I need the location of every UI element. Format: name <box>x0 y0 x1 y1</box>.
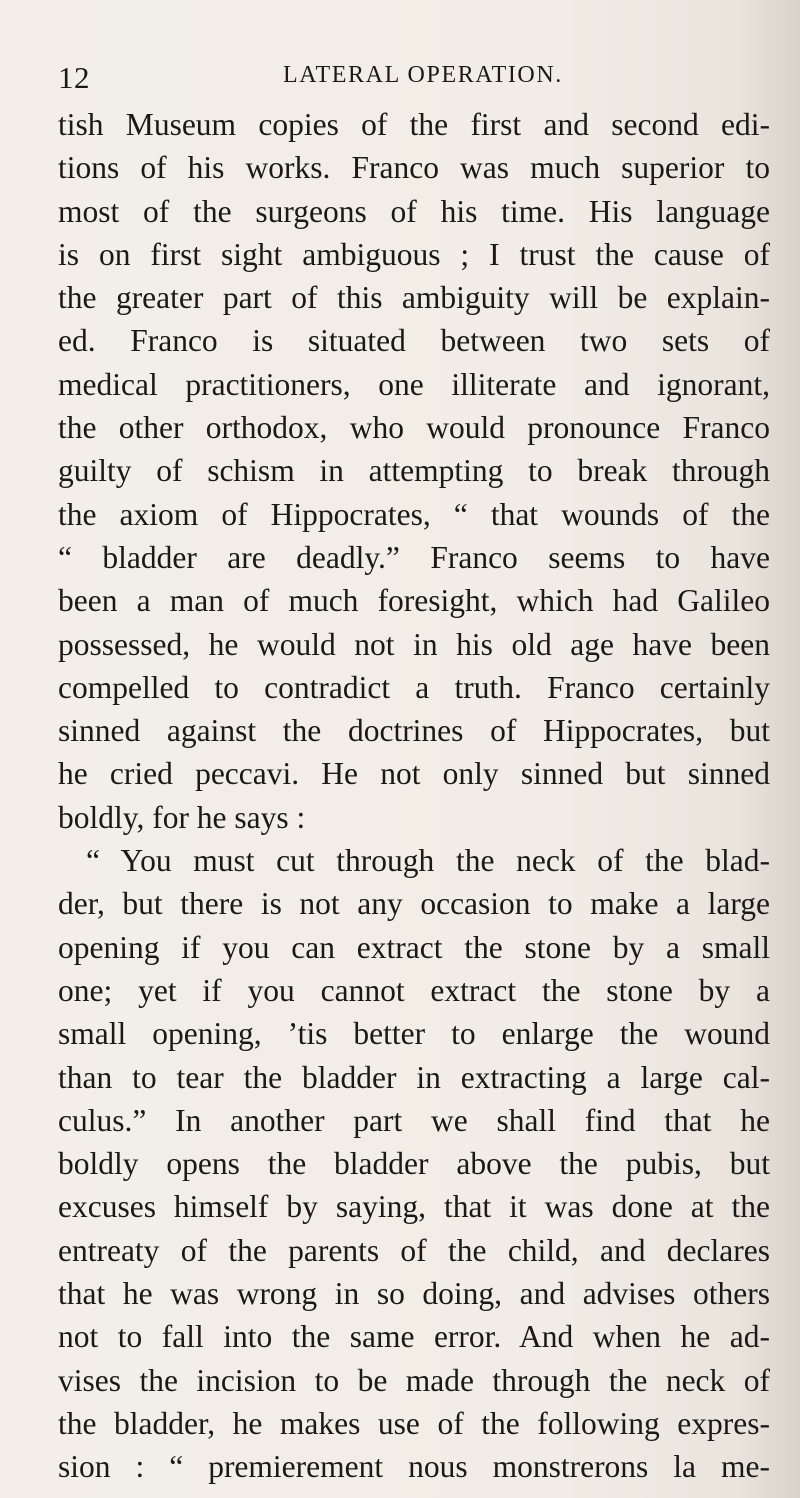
text-line: der, but there is not any occasion to make a large <box>58 886 770 922</box>
text-line: been a man of much foresight, which had Galileo <box>58 583 770 619</box>
text-line: tions of his works. Franco was much superior to <box>58 150 770 186</box>
text-line: the bladder, he makes use of the following expres- <box>58 1405 770 1441</box>
text-line: one; yet if you cannot extract the stone by a <box>58 972 770 1008</box>
text-line: ed. Franco is situated between two sets of <box>58 323 770 359</box>
text-line: vises the incision to be made through the neck of <box>58 1362 770 1398</box>
text-line: not to fall into the same error. And when he ad- <box>58 1319 770 1355</box>
text-line: excuses himself by saying, that it was done at the <box>58 1189 770 1225</box>
text-line: entreaty of the parents of the child, and declares <box>58 1232 770 1268</box>
text-line: guilty of schism in attempting to break through <box>58 453 770 489</box>
text-line: that he was wrong in so doing, and advises others <box>58 1276 770 1312</box>
quote-start-line: “ You must cut through the neck of the blad- <box>86 843 770 879</box>
text-line: is on first sight ambiguous ; I trust the cause of <box>58 236 770 272</box>
text-line: the axiom of Hippocrates, “ that wounds of the <box>58 496 770 532</box>
text-line: the greater part of this ambiguity will be explain- <box>58 280 770 316</box>
text-line: possessed, he would not in his old age have been <box>58 626 770 662</box>
text-line: opening if you can extract the stone by a small <box>58 929 770 965</box>
text-line: he cried peccavi. He not only sinned but sinned <box>58 756 770 792</box>
page-header <box>58 60 742 100</box>
running-head: LATERAL OPERATION. <box>283 62 563 88</box>
text-line: compelled to contradict a truth. Franco certainly <box>58 669 770 705</box>
text-line: tish Museum copies of the first and second edi- <box>58 107 770 142</box>
text-line: boldly opens the bladder above the pubis, but <box>58 1146 770 1182</box>
text-line: most of the surgeons of his time. His language <box>58 193 770 229</box>
page-number: 12 <box>58 60 90 95</box>
text-line: sinned against the doctrines of Hippocrates, but <box>58 713 770 749</box>
text-line: culus.” In another part we shall find that he <box>58 1102 770 1138</box>
paragraph-end-line: boldly, for he says : <box>58 799 306 835</box>
text-line: the other orthodox, who would pronounce Franco <box>58 410 770 446</box>
body-text <box>58 103 770 1489</box>
text-line: “ bladder are deadly.” Franco seems to have <box>58 539 770 575</box>
text-line: than to tear the bladder in extracting a large cal- <box>58 1059 770 1095</box>
text-line: medical practitioners, one illiterate and ignorant, <box>58 366 770 402</box>
text-line: small opening, ’tis better to enlarge the wound <box>58 1016 770 1052</box>
text-line: sion : “ premierement nous monstrerons la me- <box>58 1449 770 1485</box>
